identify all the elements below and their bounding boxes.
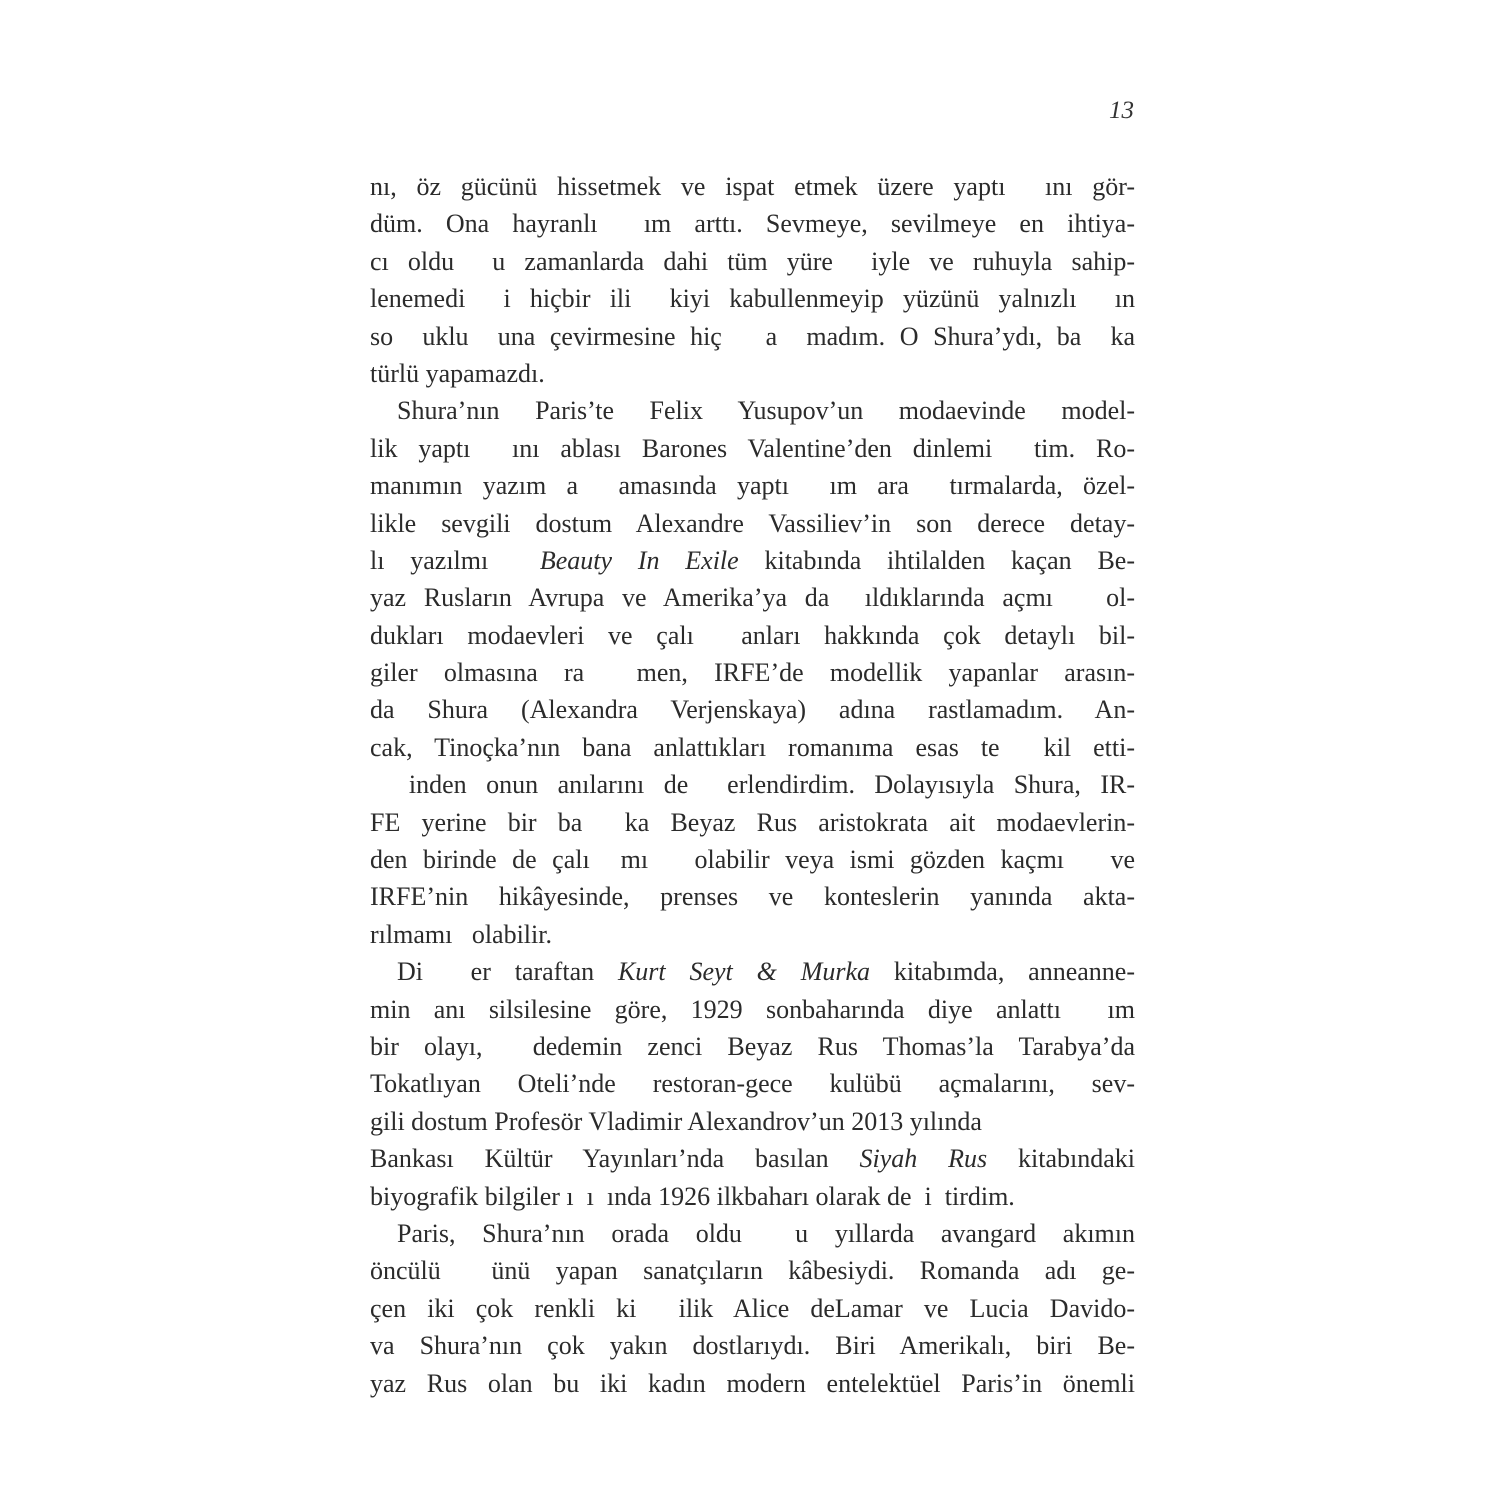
text-line	[370, 318, 1135, 355]
text-segment: nı, öz gücünü hissetmek ve ispat etmek üzere yaptı ını gör-	[370, 172, 1135, 201]
text-line	[370, 953, 1135, 990]
text-segment: dukları modaevleri ve çalı anları hakkında çok detaylı bil-	[370, 620, 1135, 650]
text-line	[370, 1290, 1135, 1327]
text-line	[370, 542, 1135, 579]
text-segment: den birinde de çalı mı olabilir veya ismi gözden kaçmı ve	[370, 845, 1135, 875]
text-line	[370, 1215, 1135, 1252]
text-segment: kitabımda, anneanne-	[870, 957, 1135, 987]
text-segment: bir olayı, dedemin zenci Beyaz Rus Thomas’la Tarabya’da	[370, 1031, 1135, 1061]
text-line	[370, 1028, 1135, 1065]
text-segment: so uklu una çevirmesine hiç a madım. O Shura’ydı, ba ka	[370, 321, 1135, 351]
text-segment: FE yerine bir ba ka Beyaz Rus aristokrata ait modaevlerin-	[370, 807, 1135, 837]
text-segment: Bankası Kültür Yayınları’nda basılan	[370, 1144, 860, 1174]
text-segment: manımın yazım a amasında yaptı ım ara tırmalarda, özel-	[370, 471, 1135, 501]
book-title: Siyah Rus	[859, 1144, 988, 1174]
text-segment: çen iki çok renkli ki ilik Alice deLamar ve Lucia Davido-	[370, 1293, 1135, 1323]
text-segment: IRFE’nin hikâyesinde, prenses ve konteslerin yanında akta-	[370, 882, 1135, 912]
text-segment: cak, Tinoçka’nın bana anlattıkları romanıma esas te kil etti-	[370, 732, 1135, 762]
page-number: 13	[1109, 97, 1134, 124]
text-segment: da Shura (Alexandra Verjenskaya) adına rastlamadım. An-	[370, 695, 1135, 725]
text-segment: kitabındaki	[987, 1144, 1135, 1174]
text-segment: giler olmasına ra men, IRFE’de modellik yapanlar arasın-	[370, 658, 1135, 688]
text-segment: likle sevgili dostum Alexandre Vassiliev’in son derece detay-	[370, 508, 1135, 538]
book-title: Beauty In Exile	[539, 545, 739, 575]
text-line	[370, 1327, 1135, 1364]
text-line	[370, 691, 1135, 728]
text-line	[370, 579, 1135, 616]
text-line	[370, 1103, 1135, 1140]
text-segment: Tokatlıyan Oteli’nde restoran-gece kulübü açmalarını, sev-	[370, 1069, 1135, 1099]
text-line	[370, 1178, 1135, 1215]
text-segment: düm. Ona hayranlı ım arttı. Sevmeye, sevilmeye en ihtiya-	[370, 209, 1135, 239]
text-line	[370, 280, 1135, 317]
paragraph	[370, 168, 1135, 392]
text-line	[370, 205, 1135, 242]
text-segment: inden onun anılarını de erlendirdim. Dolayısıyla Shura, IR-	[370, 770, 1135, 800]
paragraph	[370, 1215, 1135, 1402]
text-line	[370, 766, 1135, 803]
text-segment: Shura’nın Paris’te Felix Yusupov’un modaevinde model-	[397, 396, 1135, 426]
text-line	[370, 505, 1135, 542]
text-line	[370, 1365, 1135, 1402]
text-segment: türlü yapamazdı.	[370, 358, 545, 388]
paragraph	[370, 953, 1135, 1215]
text-line	[370, 841, 1135, 878]
text-line	[370, 1065, 1135, 1102]
text-segment: biyografik bilgiler ı ı ında 1926 ilkbaharı olarak de i tirdim.	[370, 1181, 1015, 1211]
text-segment: min anı silsilesine göre, 1929 sonbaharında diye anlattı ım	[370, 994, 1135, 1024]
text-line	[370, 1252, 1135, 1289]
text-segment: va Shura’nın çok yakın dostlarıydı. Biri Amerikalı, biri Be-	[370, 1331, 1135, 1361]
text-segment: gili dostum Profesör Vladimir Alexandrov’un 2013 yılında	[370, 1106, 982, 1136]
text-segment: Di er taraftan	[397, 957, 618, 987]
book-title: Kurt Seyt & Murka	[617, 957, 871, 987]
text-line	[370, 168, 1135, 205]
text-line	[370, 617, 1135, 654]
text-line	[370, 243, 1135, 280]
text-line	[370, 804, 1135, 841]
text-segment: yaz Rusların Avrupa ve Amerika’ya da ıldıklarında açmı ol-	[370, 583, 1135, 613]
text-line	[370, 430, 1135, 467]
text-segment: Paris, Shura’nın orada oldu u yıllarda avangard akımın	[397, 1218, 1135, 1248]
text-line	[370, 467, 1135, 504]
body-text	[370, 168, 1135, 1402]
text-line	[370, 1140, 1135, 1177]
paragraph	[370, 392, 1135, 953]
text-segment: öncülü ünü yapan sanatçıların kâbesiydi. Romanda adı ge-	[370, 1256, 1135, 1286]
text-line	[370, 355, 1135, 392]
text-line	[370, 729, 1135, 766]
text-segment: lenemedi i hiçbir ili kiyi kabullenmeyip yüzünü yalnızlı ın	[370, 284, 1135, 314]
text-segment: lı yazılmı	[370, 545, 540, 575]
text-segment: kitabında ihtilalden kaçan Be-	[738, 545, 1135, 575]
text-line	[370, 654, 1135, 691]
text-line	[370, 878, 1135, 915]
text-segment: yaz Rus olan bu iki kadın modern entelektüel Paris’in önemli	[370, 1368, 1135, 1398]
text-segment: cı oldu u zamanlarda dahi tüm yüre iyle ve ruhuyla sahip-	[370, 246, 1135, 276]
text-line	[370, 392, 1135, 429]
text-line	[370, 991, 1135, 1028]
text-line	[370, 916, 1135, 953]
text-segment: rılmamı olabilir.	[370, 919, 552, 949]
text-segment: lik yaptı ını ablası Barones Valentine’den dinlemi tim. Ro-	[370, 433, 1135, 463]
